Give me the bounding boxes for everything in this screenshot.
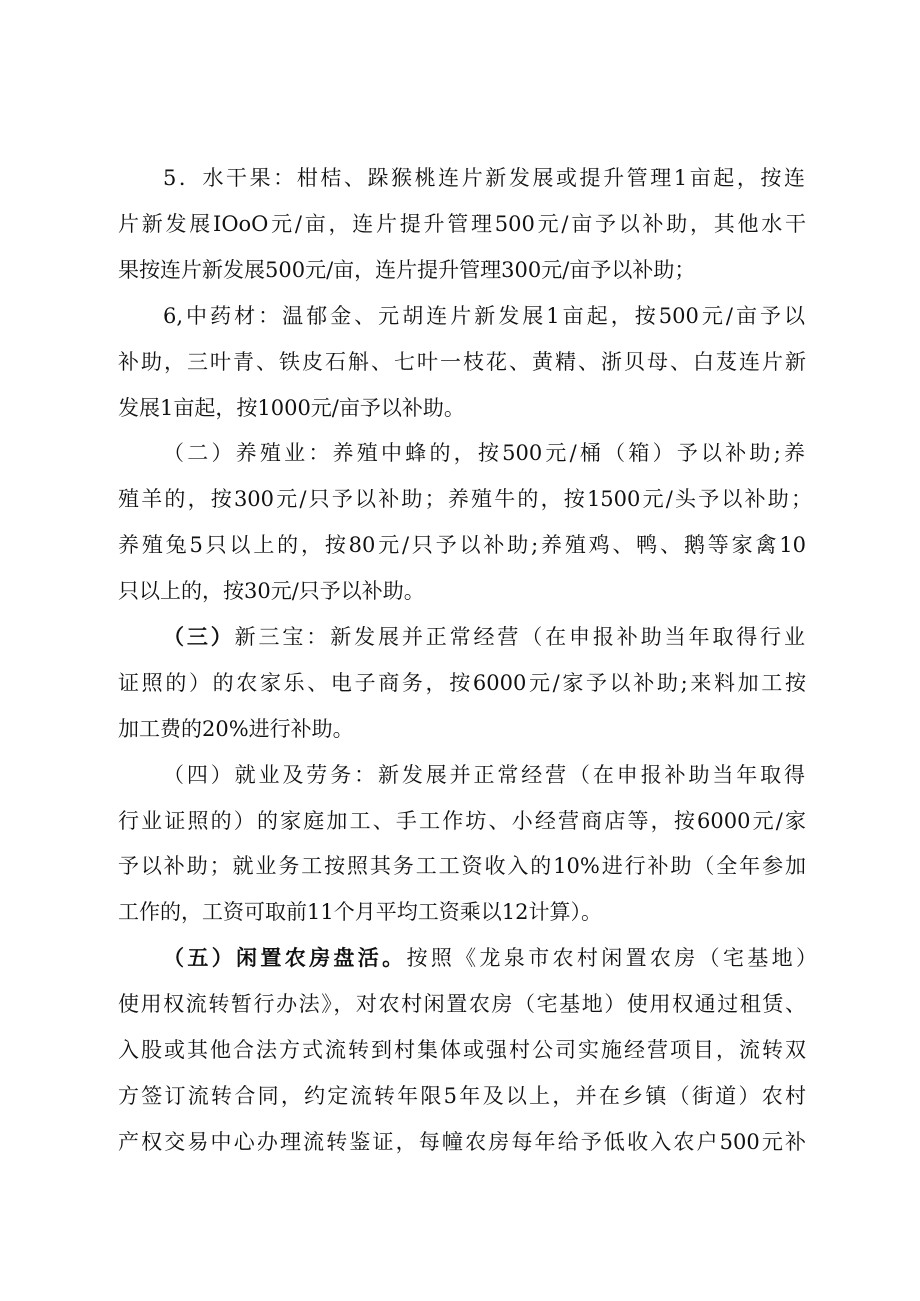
paragraph-line: 养殖兔5只以上的，按80元/只予以补助;养殖鸡、鸭、鹅等家禽10 bbox=[118, 533, 806, 557]
paragraph-line: 使用权流转暂行办法》，对农村闲置农房（宅基地）使用权通过租赁、 bbox=[118, 992, 806, 1016]
paragraph-line: 片新发展IOoO元/亩，连片提升管理500元/亩予以补助，其他水干 bbox=[118, 212, 806, 236]
paragraph-line: 产权交易中心办理流转鉴证，每幢农房每年给予低收入农户500元补 bbox=[118, 1130, 806, 1154]
paragraph-line: 工作的，工资可取前11个月平均工资乘以12计算）。 bbox=[118, 900, 602, 924]
section-heading: （五）闲置农房盘活。 bbox=[163, 945, 407, 970]
paragraph-line: 加工费的20%进行补助。 bbox=[118, 717, 354, 741]
paragraph-line: 方签订流转合同，约定流转年限5年及以上，并在乡镇（街道）农村 bbox=[118, 1084, 806, 1108]
paragraph-line: 入股或其他合法方式流转到村集体或强村公司实施经营项目，流转双 bbox=[118, 1038, 806, 1062]
paragraph-line: （三）新三宝：新发展并正常经营（在申报补助当年取得行业 bbox=[163, 624, 805, 649]
paragraph-line: 殖羊的，按300元/只予以补助；养殖牛的，按1500元/头予以补助； bbox=[118, 487, 812, 511]
paragraph-line: （四）就业及劳务：新发展并正常经营（在申报补助当年取得 bbox=[163, 763, 805, 787]
paragraph-line: 5．水干果：柑桔、跺猴桃连片新发展或提升管理1亩起，按连 bbox=[163, 166, 805, 190]
paragraph-line: 发展1亩起，按1000元/亩予以补助。 bbox=[118, 396, 465, 420]
paragraph-line: （五）闲置农房盘活。按照《龙泉市农村闲置农房（宅基地） bbox=[163, 945, 817, 970]
paragraph-line: 补助，三叶青、铁皮石斛、七叶一枝花、黄精、浙贝母、白芨连片新 bbox=[118, 350, 806, 374]
paragraph-line: 行业证照的）的家庭加工、手工作坊、小经营商店等，按6000元/家 bbox=[118, 809, 806, 833]
paragraph-line: （二）养殖业：养殖中蜂的，按500元/桶（箱）予以补助;养 bbox=[163, 441, 805, 465]
section-heading: （三） bbox=[163, 624, 235, 649]
paragraph-line: 证照的）的农家乐、电子商务，按6000元/家予以补助;来料加工按 bbox=[118, 671, 806, 695]
paragraph-line: 只以上的，按30元/只予以补助。 bbox=[118, 579, 425, 603]
paragraph-line: 予以补助；就业务工按照其务工工资收入的10%进行补助（全年参加 bbox=[118, 854, 806, 878]
paragraph-line: 6,中药材：温郁金、元胡连片新发展1亩起，按500元/亩予以 bbox=[163, 304, 805, 328]
paragraph-line: 果按连片新发展500元/亩，连片提升管理300元/亩予以补助； bbox=[118, 258, 696, 282]
